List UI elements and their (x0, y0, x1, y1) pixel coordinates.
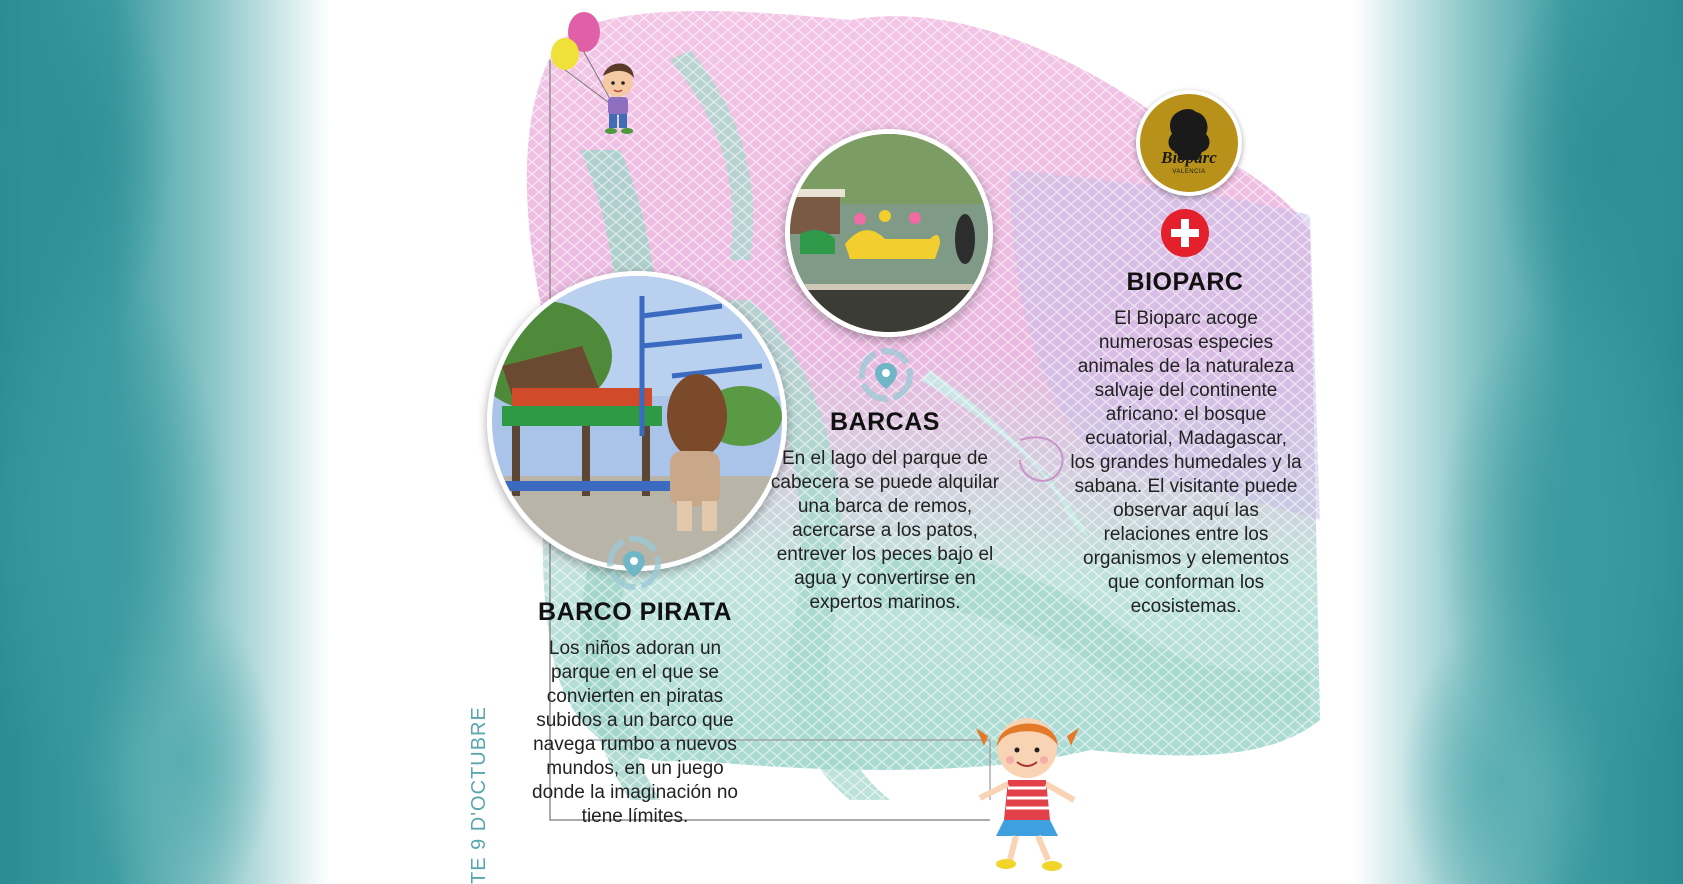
bioparc-description (1058, 307, 1314, 619)
text-line: observar aquí las (1113, 500, 1259, 521)
girl-illustration (970, 708, 1085, 878)
text-line: El Bioparc acoge (1114, 308, 1258, 329)
boy-with-balloons-illustration (548, 4, 658, 144)
text-line: africano: el bosque (1105, 404, 1267, 425)
lake-boats-photo (785, 129, 993, 337)
red-cross-icon (1160, 208, 1210, 258)
text-line: ecuatorial, Madagascar, (1085, 428, 1287, 449)
barco-pirata-title: BARCO PIRATA (538, 598, 732, 626)
text-line: salvaje del continente (1094, 380, 1278, 401)
text-line: parque en el que se (551, 662, 719, 683)
bioparc-title: BIOPARC (1126, 268, 1244, 296)
text-line: una barca de remos, (797, 496, 973, 517)
text-line: acercarse a los patos, (792, 520, 978, 541)
text-line: navega rumbo a nuevos (533, 734, 737, 755)
text-line: animales de la naturaleza (1077, 356, 1295, 377)
text-line: tiene límites. (581, 806, 689, 827)
text-line: numerosas especies (1098, 332, 1274, 353)
bioparc-logo-text: Bioparc (1161, 148, 1217, 167)
text-line: que conforman los (1107, 572, 1265, 593)
bioparc-logo-subtext: VALENCIA (1172, 169, 1206, 175)
text-line: relaciones entre los (1103, 524, 1269, 545)
gorilla-icon (1140, 94, 1238, 192)
text-line: los grandes humedales y la (1070, 452, 1302, 473)
text-line: convierten en piratas (546, 686, 724, 707)
text-line: donde la imaginación no (532, 782, 738, 803)
pirate-ship-playground-photo (487, 271, 787, 571)
text-line: ecosistemas. (1130, 596, 1242, 617)
barcas-description (760, 447, 1010, 615)
barcas-title: BARCAS (830, 408, 940, 436)
location-pin-icon (858, 347, 914, 403)
text-line: cabecera se puede alquilar (770, 472, 1000, 493)
text-line: organismos y elementos (1083, 548, 1289, 569)
watercolor-left-border (0, 0, 330, 884)
text-line: expertos marinos. (809, 592, 961, 613)
text-line: agua y convertirse en (794, 568, 976, 589)
text-line: entrever los peces bajo el (776, 544, 994, 565)
text-line: Los niños adoran un (548, 638, 722, 659)
location-pin-icon (606, 535, 662, 591)
text-line: En el lago del parque de (782, 448, 988, 469)
barco-pirata-description (517, 637, 753, 829)
text-line: subidos a un barco que (536, 710, 734, 731)
bioparc-logo[interactable] (1136, 90, 1242, 196)
watercolor-right-border (1353, 0, 1683, 884)
text-line: mundos, en un juego (546, 758, 724, 779)
side-vertical-label: TE 9 D'OCTUBRE (468, 706, 490, 884)
text-line: sabana. El visitante puede (1074, 476, 1298, 497)
